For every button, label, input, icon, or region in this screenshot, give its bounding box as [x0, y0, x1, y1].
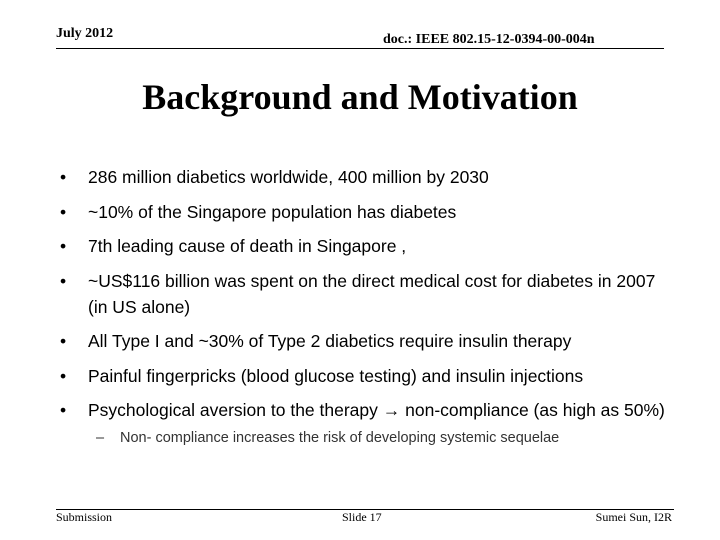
- dash-icon: –: [96, 430, 105, 446]
- footer-submission: Submission: [56, 510, 113, 524]
- bullet-item: [56, 199, 666, 225]
- bullet-icon: •: [60, 331, 67, 351]
- bullet-icon: •: [60, 270, 67, 291]
- bullet-text: ~10% of the Singapore population has diabetes: [88, 201, 457, 222]
- bullet-text: 7th leading cause of death in Singapore ,: [88, 236, 407, 256]
- bullet-icon: •: [60, 365, 67, 386]
- bullet-item: [56, 363, 666, 389]
- bullet-text-after-arrow: non-compliance (as high as 50%): [405, 400, 665, 420]
- slide-title: Background and Motivation: [142, 77, 578, 117]
- bullet-text-before-arrow: Psychological aversion to the therapy: [88, 400, 378, 420]
- bullet-icon: •: [60, 201, 67, 222]
- header-date: July 2012: [56, 26, 114, 41]
- footer-author: Sumei Sun, I2R: [595, 510, 672, 524]
- header-doc-id: doc.: IEEE 802.15-12-0394-00-004n: [383, 32, 595, 47]
- bullet-text: ~US$116 billion was spent on the direct medical cost for diabetes in 2007 (in US alone): [88, 270, 656, 317]
- header-rule: [56, 48, 664, 49]
- bullet-icon: •: [60, 400, 67, 420]
- bullet-item: [56, 268, 666, 320]
- right-arrow-icon: →: [382, 400, 401, 420]
- bullet-text: All Type I and ~30% of Type 2 diabetics require insulin therapy: [88, 331, 572, 351]
- bullet-item: [56, 164, 666, 190]
- bullet-list: [56, 164, 666, 449]
- footer-slide-number: Slide 17: [342, 510, 382, 524]
- bullet-item: [56, 328, 666, 354]
- bullet-item: [56, 397, 666, 423]
- bullet-text: 286 million diabetics worldwide, 400 million by 2030: [88, 167, 489, 187]
- bullet-icon: •: [60, 167, 67, 187]
- bullet-icon: •: [60, 236, 67, 256]
- sub-bullet-item: [96, 427, 666, 449]
- bullet-item: [56, 233, 666, 259]
- sub-bullet-text: Non- compliance increases the risk of developing systemic sequelae: [120, 430, 560, 446]
- bullet-text: Painful fingerpricks (blood glucose testing) and insulin injections: [88, 365, 584, 386]
